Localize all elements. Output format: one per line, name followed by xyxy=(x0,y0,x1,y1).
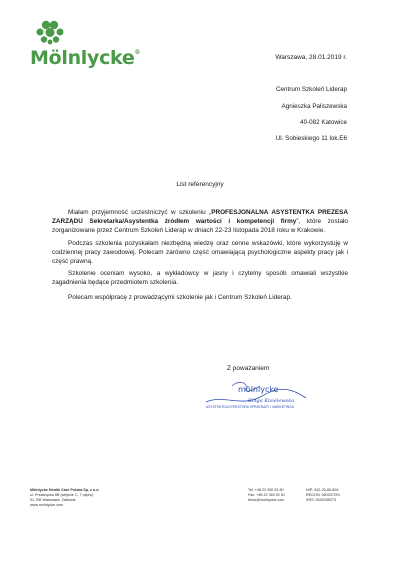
paragraph-3: Szkolenie oceniam wysoko, a wykładowcy w jasny i czytelny sposób omawiali wszystkie zagadnienia będące przedmiotem szkolenia. xyxy=(52,269,348,286)
logo-registered-mark: ® xyxy=(134,49,141,56)
recipient-organization: Centrum Szkoleń Liderap xyxy=(275,86,347,93)
logo-name: Mölnlycke xyxy=(30,47,135,69)
paragraph-2: Podczas szkolenia pozyskałam niezbędną wiedzę oraz cenne wskazówki, które wykorzystuję w codziennej pracy zawodowej. Polecam zarówno część omawiającą psychologiczne aspekty pracy jak i część prawną. xyxy=(52,240,348,265)
letter-date: Warszawa, 28.01.2019 r. xyxy=(275,54,347,61)
closing-greeting: Z poważaniem xyxy=(227,365,270,372)
footer-registry: NIP: 542-25-86-826 REGON: 050037291 KRS: 0000165273 xyxy=(306,488,341,502)
letter-body xyxy=(52,208,348,304)
logo-dots-icon xyxy=(30,20,70,46)
stamp-signature: Kinga Kisielewska xyxy=(248,398,295,404)
footer-contact: Tel: +48 22 350 52 80 Fax: +48 22 350 52 81 biuro@molnlycke.com xyxy=(248,488,286,502)
stamp-brand: mölnlycke xyxy=(238,385,279,394)
footer-company: Mölnlycke Health Care Polska Sp. z o.o. ul. Przasnyska 6B (wejście C, 7 piętro) 01-756 Warszawa, Zabłocie www.molnlycke.com xyxy=(30,488,100,507)
paragraph-1: Miałam przyjemność uczestniczyć w szkoleniu „PROFESJONALNA ASYSTENTKA PREZESA ZARZĄDU Sekretarka/Asystentka źródłem wartości i kompetencji firmy”, które zostało zorganizowane przez Centrum Szkoleń Liderap w dniach 22-23 listopada 2018 roku w Krakowie. xyxy=(52,209,349,234)
recipient-city: 40-082 Katowice xyxy=(300,119,347,126)
signature-stamp xyxy=(202,378,312,416)
recipient-name: Agnieszka Paliszewska xyxy=(281,103,347,110)
letter-heading: List referencyjny xyxy=(176,181,224,188)
recipient-street: Ul. Sobieskiego 11 lok.E6 xyxy=(275,135,347,142)
stamp-position: ASYSTENTKA DYREKTORA SPRZEDAŻY I MARKETINGU xyxy=(206,405,295,409)
company-logo xyxy=(30,20,141,69)
training-title: PROFESJONALNA ASYSTENTKA PREZESA ZARZĄDU Sekretarka/Asystentka źródłem wartości i kompetencji firmy xyxy=(52,209,349,225)
paragraph-4: Polecam współpracę z prowadzącymi szkolenie jak i Centrum Szkoleń Liderap. xyxy=(68,293,292,301)
